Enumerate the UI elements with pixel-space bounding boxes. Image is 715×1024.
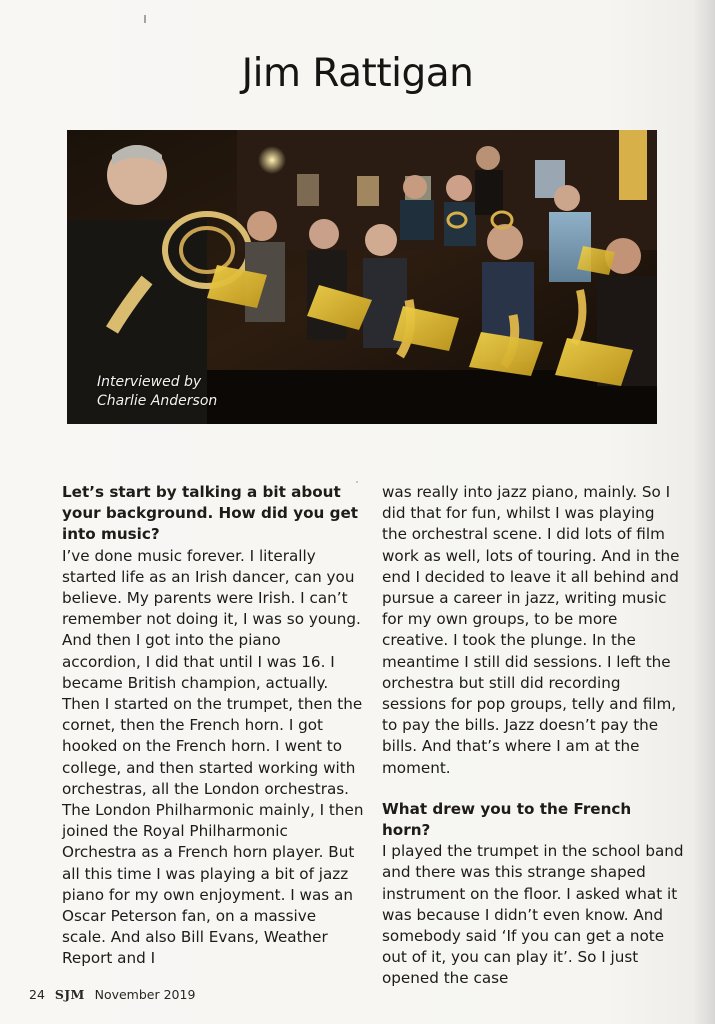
page-number: 24 — [29, 987, 45, 1002]
page-gutter-shadow — [693, 0, 715, 1024]
page-footer — [29, 987, 195, 1002]
issue-date: November 2019 — [94, 987, 196, 1002]
interview-answer-1-continued: was really into jazz piano, mainly. So I did that for fun, whilst I was playing the orchestral scene. I did lots of film work as well, lots of touring. And in the end I decided to leave it all behind and pursue a career in jazz, writing music for my own groups, to be more creative. I took the plunge. In the meantime I still did sessions. I left the orchestra but still did recording sessions for pop groups, telly and film, to pay the bills. Jazz doesn’t pay the bills. And that’s where I am at the moment. — [382, 483, 680, 777]
interview-question-2: What drew you to the French horn? — [382, 799, 632, 840]
interview-answer-1: I’ve done music forever. I literally started life as an Irish dancer, can you believe. My parents were Irish. I can’t remember not doing it, I was so young. And then I got into the piano accordion, I did that until I was 16. I became British champion, actually. Then I started on the trumpet, then the cornet, then the French horn. I got hooked on the French horn. I went to college, and then started working with orchestras, all the London orchestras. The London Philharmonic mainly, I then joined the Royal Philharmonic Orchestra as a French horn player. But all this time I was playing a bit of jazz piano for my own enjoyment. I was an Oscar Peterson fan, on a massive scale. And also Bill Evans, Weather Report and I — [62, 546, 364, 968]
interview-question-1: Let’s start by talking a bit about your background. How did you get into music? — [62, 483, 359, 544]
left-column — [62, 482, 364, 970]
right-column — [382, 482, 684, 990]
caption-line-1: Interviewed by — [97, 374, 202, 390]
print-mark — [144, 15, 146, 23]
paragraph-gap — [382, 779, 684, 799]
magazine-name: SJM — [54, 987, 85, 1002]
photo-caption — [97, 373, 217, 411]
interview-answer-2: I played the trumpet in the school band and there was this strange shaped instrument on the floor. I asked what it was because I didn’t even know. And somebody said ‘If you can get a note out of it, you can play it’. So I just opened the case — [382, 842, 684, 988]
caption-line-2: Charlie Anderson — [97, 393, 218, 409]
article-title: Jim Rattigan — [241, 51, 474, 96]
